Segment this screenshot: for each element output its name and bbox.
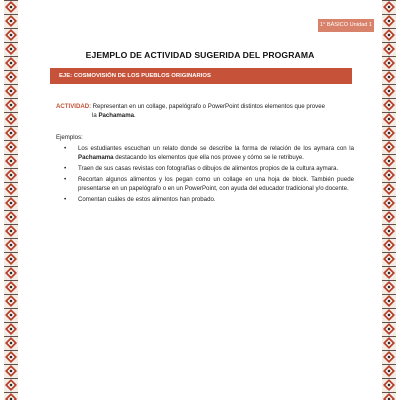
activity-line-2 (56, 111, 346, 120)
andean-diamond-pattern-icon (382, 0, 396, 400)
right-decorative-border (382, 0, 396, 400)
bullet-icon: • (64, 165, 67, 172)
activity-text-post: . (134, 112, 136, 119)
activity-text: : Representan en un collage, papelógrafo o PowerPoint distintos elementos que provee (89, 103, 325, 110)
andean-diamond-pattern-icon (4, 0, 18, 400)
activity-text-pre: la (92, 112, 99, 119)
list-item-text-post: destacando los elementos que ella nos provee y cómo se le retribuye. (113, 154, 304, 161)
list-item-text: Traen de sus casas revistas con fotografías o dibujos de alimentos propios de la cultura aymara. (78, 165, 339, 172)
list-item (56, 144, 356, 162)
activity-description (56, 102, 346, 120)
activity-label: ACTIVIDAD (56, 103, 90, 110)
axis-banner: EJE: COSMOVISIÓN DE LOS PUEBLOS ORIGINARIOS (50, 68, 352, 84)
activity-line-1 (56, 102, 346, 111)
list-item-text: Los estudiantes escuchan un relato donde se describe la forma de relación de los aymara con la (78, 145, 354, 152)
list-item-text: Recortan algunos alimentos y los pegan como un collage en una hoja de block. También puede presentarse en un papelógrafo o en un PowerPoint, con ayuda del educador tradicional y/o docente. (78, 176, 354, 192)
list-item (56, 175, 356, 193)
grade-unit-tag: 1° BÁSICO Unidad 1 (318, 19, 374, 32)
examples-section (56, 133, 356, 206)
examples-title: Ejemplos: (56, 134, 83, 141)
bullet-icon: • (64, 196, 67, 203)
list-item (56, 195, 356, 204)
bullet-icon: • (64, 145, 67, 152)
list-item-bold: Pachamama (78, 154, 114, 161)
examples-list (56, 144, 356, 204)
page-title: EJEMPLO DE ACTIVIDAD SUGERIDA DEL PROGRAMA (85, 50, 315, 60)
list-item-text: Comentan cuáles de estos alimentos han probado. (78, 196, 216, 203)
list-item (56, 164, 356, 173)
left-decorative-border (4, 0, 18, 400)
activity-text-bold: Pachamama (98, 112, 135, 119)
bullet-icon: • (64, 176, 67, 183)
